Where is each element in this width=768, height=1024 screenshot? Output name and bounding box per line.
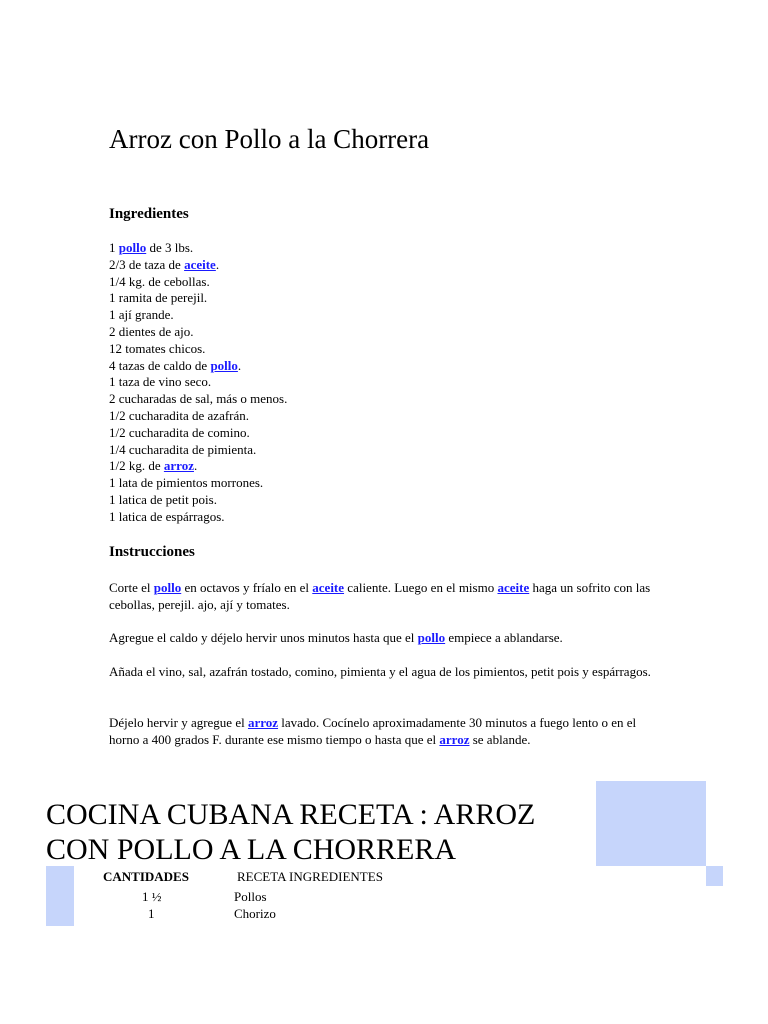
instruction-step-1: Corte el pollo en octavos y fríalo en el aceite caliente. Luego en el mismo aceite haga un sofrito con las cebollas, perejil. ajo, ají y tomates. [109,580,651,612]
ingredient-link[interactable]: arroz [439,732,470,747]
recipe2-title [46,797,535,867]
instruction-step-3: Añada el vino, sal, azafrán tostado, comino, pimienta y el agua de los pimientos, petit pois y espárragos. [109,664,651,679]
ingredient-item: 1 latica de espárragos. [109,508,225,524]
table-cell-quantity: 1 ½ [142,889,162,904]
ingredient-item: 1/4 cucharadita de pimienta. [109,441,257,457]
decorative-block-left [46,866,74,926]
ingredient-link[interactable]: pollo [210,357,238,373]
recipe2-title-line-2: CON POLLO A LA CHORRERA [46,833,457,866]
ingredient-item: 2 dientes de ajo. [109,323,194,339]
ingredient-link[interactable]: pollo [153,580,182,595]
column-header-ingredients: RECETA INGREDIENTES [237,869,383,884]
recipe-title: Arroz con Pollo a la Chorrera [109,124,430,154]
ingredient-link[interactable]: aceite [184,256,216,272]
ingredient-item: 1/2 kg. de arroz. [109,458,198,474]
ingredient-item: 1 ají grande. [109,307,174,323]
ingredient-item: 12 tomates chicos. [109,340,206,356]
instructions-heading: Instrucciones [109,544,195,560]
instruction-step-2: Agregue el caldo y déjelo hervir unos minutos hasta que el pollo empiece a ablandarse. [109,630,563,645]
ingredient-item: 1 latica de petit pois. [109,491,217,507]
instruction-step-4: Déjelo hervir y agregue el arroz lavado. Cocínelo aproximadamente 30 minutos a fuego lento o en el horno a 400 grados F. durante ese mismo tiempo o hasta que el arroz se ablande. [109,715,637,747]
ingredient-item: 1 lata de pimientos morrones. [109,475,264,491]
ingredient-item: 2 cucharadas de sal, más o menos. [109,391,288,407]
table-cell-ingredient: Chorizo [234,906,276,921]
ingredients-heading: Ingredientes [109,206,189,222]
ingredient-item: 2/3 de taza de aceite. [109,256,220,272]
ingredient-item: 4 tazas de caldo de pollo. [109,357,242,373]
table-cell-ingredient: Pollos [234,889,267,904]
ingredients-list [109,240,287,526]
ingredient-link[interactable]: arroz [247,715,279,730]
ingredient-link[interactable]: aceite [312,580,345,595]
decorative-block-top [596,781,706,866]
ingredient-item: 1/2 cucharadita de comino. [109,424,250,440]
ingredient-item: 1 pollo de 3 lbs. [109,240,194,255]
decorative-block-small [706,866,723,886]
ingredient-link[interactable]: arroz [163,458,194,474]
column-header-quantity: CANTIDADES [103,869,189,884]
ingredient-item: 1/2 cucharadita de azafrán. [109,407,250,423]
ingredient-link[interactable]: pollo [417,630,446,645]
ingredient-link[interactable]: aceite [497,580,530,595]
ingredient-item: 1/4 kg. de cebollas. [109,273,210,289]
recipe2-title-line-1: COCINA CUBANA RECETA : ARROZ [46,798,536,831]
ingredient-link[interactable]: pollo [118,240,147,255]
ingredient-item: 1 taza de vino seco. [109,374,212,390]
table-cell-quantity: 1 [148,906,155,921]
ingredient-item: 1 ramita de perejil. [109,290,208,306]
